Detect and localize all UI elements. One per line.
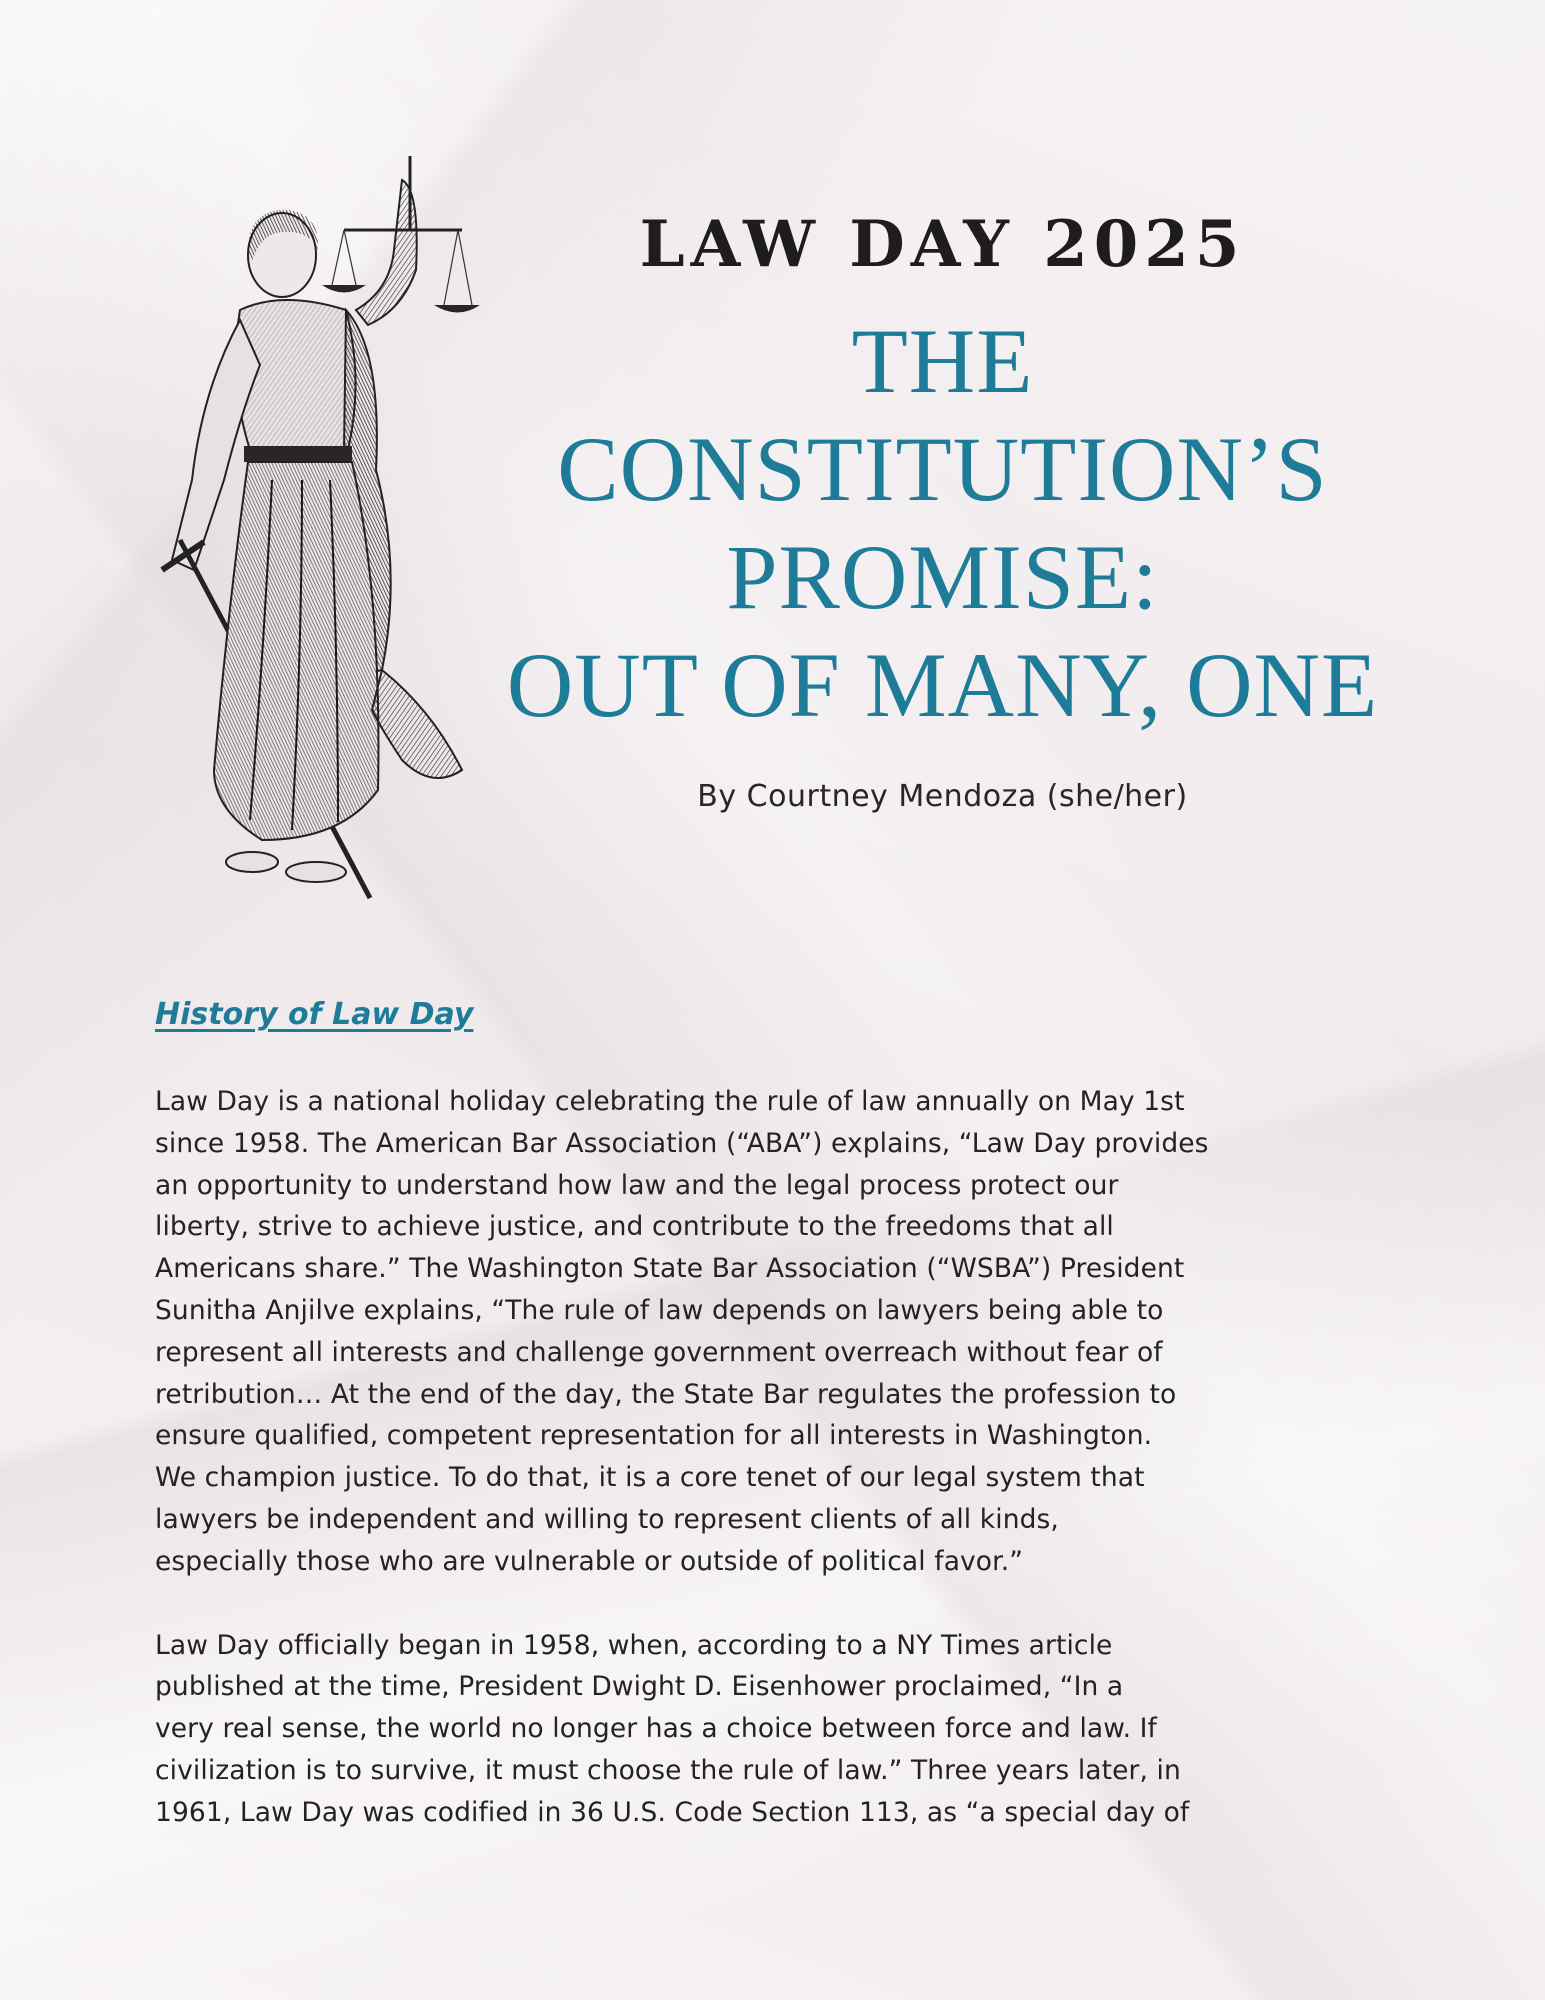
- text-line: represent all interests and challenge government overreach without fear of: [155, 1336, 1163, 1368]
- text-line: We champion justice. To do that, it is a core tenet of our legal system that: [155, 1462, 1145, 1494]
- text-line: Sunitha Anjilve explains, “The rule of law depends on lawyers being able to: [155, 1294, 1164, 1326]
- text-line: retribution… At the end of the day, the State Bar regulates the profession to: [155, 1378, 1177, 1410]
- text-line: since 1958. The American Bar Association (“ABA”) explains, “Law Day provides: [155, 1127, 1209, 1159]
- text-line: Americans share.” The Washington State Bar Association (“WSBA”) President: [155, 1253, 1185, 1285]
- text-line: liberty, strive to achieve justice, and contribute to the freedoms that all: [155, 1211, 1114, 1243]
- headline-line: THE: [851, 310, 1034, 412]
- text-line: Law Day is a national holiday celebrating the rule of law annually on May 1st: [155, 1086, 1185, 1117]
- article-body: [155, 995, 1395, 1876]
- headline-line: PROMISE:: [726, 526, 1159, 628]
- section-heading: History of Law Day: [155, 997, 474, 1032]
- author-byline: By Courtney Mendoza (she/her): [697, 779, 1188, 814]
- text-line: very real sense, the world no longer has a choice between force and law. If: [155, 1713, 1157, 1745]
- text-line: lawyers be independent and willing to represent clients of all kinds,: [155, 1503, 1059, 1535]
- article-header: [500, 205, 1385, 814]
- text-line: ensure qualified, competent representation for all interests in Washington.: [155, 1420, 1153, 1452]
- lady-justice-icon: [132, 150, 482, 910]
- text-line: Law Day officially began in 1958, when, according to a NY Times article: [155, 1629, 1113, 1661]
- paragraph: [155, 1081, 1395, 1583]
- headline-line: OUT OF MANY, ONE: [506, 634, 1379, 736]
- text-line: civilization is to survive, it must choose the rule of law.” Three years later, in: [155, 1754, 1181, 1786]
- text-line: published at the time, President Dwight D. Eisenhower proclaimed, “In a: [155, 1671, 1124, 1703]
- paragraph: [155, 1625, 1395, 1834]
- text-line: 1961, Law Day was codified in 36 U.S. Code Section 113, as “a special day of: [155, 1796, 1190, 1828]
- article-headline: [500, 307, 1385, 739]
- text-line: an opportunity to understand how law and the legal process protect our: [155, 1169, 1119, 1201]
- text-line: especially those who are vulnerable or outside of political favor.”: [155, 1545, 1024, 1577]
- headline-line: CONSTITUTION’S: [557, 418, 1328, 520]
- event-title: LAW DAY 2025: [639, 207, 1246, 282]
